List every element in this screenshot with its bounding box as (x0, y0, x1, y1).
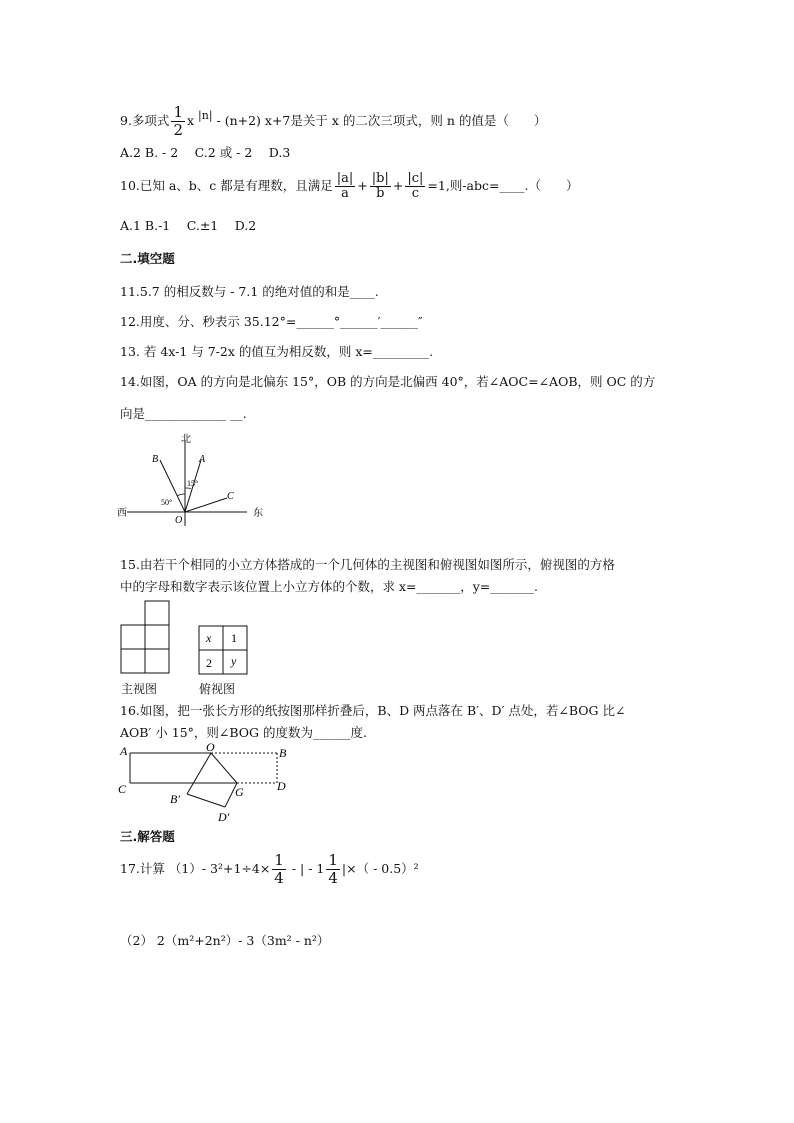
q15-front-cube (145, 625, 169, 649)
q14-angle-50: 50° (161, 498, 173, 507)
q14-angle-15: 15° (187, 479, 199, 488)
q16-label-bprime: B′ (170, 792, 180, 806)
q10-text-pre: 10.已知 a、b、c 都是有理数，且满足 (120, 178, 333, 193)
q17-frac-2-den: 4 (328, 869, 338, 887)
q10-frac-b (370, 172, 391, 201)
question-14-line1: 14.如图，OA 的方向是北偏东 15°，OB 的方向是北偏西 40°，若∠AOC=∠AOB，则 OC 的方 (120, 374, 656, 389)
q10-plus-2: + (392, 178, 404, 193)
q10-frac-c-num: |c| (407, 171, 424, 186)
q16-label-g: G (235, 785, 244, 799)
q14-label-o: O (175, 515, 183, 526)
q17-frac-1-den: 4 (274, 869, 284, 887)
q15-front-cube (145, 649, 169, 673)
q15-front-cube (121, 625, 145, 649)
q16-label-c: C (118, 782, 127, 796)
q10-frac-c (405, 172, 425, 201)
q15-top-view (197, 624, 249, 676)
question-15-line2: 中的字母和数字表示该位置上小立方体的个数，求 x=_______，y=_______. (120, 579, 539, 594)
q17-frac-2 (326, 852, 340, 887)
q14-arc-50 (177, 494, 185, 496)
q16-fold-figure (115, 738, 295, 828)
section-2-heading: 二.填空题 (120, 251, 175, 266)
question-15-line1: 15.由若干个相同的小立方体搭成的一个几何体的主视图和俯视图如图所示，俯视图的方格 (120, 557, 615, 572)
q15-cell-1: 1 (231, 631, 237, 645)
q14-label-c: C (227, 491, 234, 502)
question-16-line1: 16.如图，把一张长方形的纸按图那样折叠后，B、D 两点落在 B′、D′ 点处，若∠BOG 比∠ (120, 703, 626, 718)
section-3-heading: 三.解答题 (120, 829, 175, 844)
q17-frac-1 (272, 852, 286, 887)
q14-east-label: 东 (253, 508, 263, 519)
q16-line-bpdp (187, 794, 225, 807)
q14-label-b: B (152, 454, 159, 465)
q16-label-dprime: D′ (218, 810, 230, 824)
question-12: 12.用度、分、秒表示 35.12°=______°______′______″ (120, 314, 423, 329)
q14-direction-figure (115, 430, 275, 530)
question-11: 11.5.7 的相反数与 - 7.1 的绝对值的和是____. (120, 284, 379, 299)
q10-frac-a-den: a (341, 186, 349, 201)
q10-text-post: =1,则-abc=____.（ ） (427, 178, 579, 193)
q16-label-o: O (206, 740, 215, 754)
q9-frac-num: 1 (173, 103, 183, 121)
question-9 (120, 104, 546, 139)
q9-frac-den: 2 (173, 121, 183, 139)
q14-arc-15 (185, 488, 191, 489)
q10-frac-b-num: |b| (371, 171, 389, 186)
q9-text-pre: 9.多项式 (120, 113, 170, 128)
q16-label-b: B (279, 746, 287, 760)
question-13: 13. 若 4x-1 与 7-2x 的值互为相反数，则 x=_________. (120, 344, 434, 359)
q14-west-label: 西 (117, 508, 127, 519)
q17-frac-2-num: 1 (328, 851, 338, 869)
q17-text-mid: - | - 1 (287, 861, 325, 876)
q15-front-view (119, 600, 171, 676)
q15-front-cube (121, 649, 145, 673)
q15-front-cube-top (145, 601, 169, 625)
q10-frac-c-den: c (411, 186, 420, 201)
q16-line-obp (187, 753, 211, 794)
q15-top-label: 俯视图 (199, 682, 236, 696)
q14-label-a: A (199, 454, 206, 465)
q14-north-label: 北 (181, 434, 191, 445)
q9-abs-n: |n| (198, 109, 213, 122)
question-10 (120, 172, 578, 201)
q10-plus-1: + (357, 178, 368, 193)
q14-ray-oc (185, 498, 227, 512)
q15-cell-y: y (231, 654, 237, 668)
question-17-part1 (120, 852, 419, 887)
q17-frac-1-num: 1 (274, 851, 284, 869)
q9-text-post: - (n+2) x+7是关于 x 的二次三项式，则 n 的值是（ ） (212, 113, 547, 128)
q10-frac-a (335, 172, 356, 201)
q15-front-label: 主视图 (121, 682, 158, 696)
question-16-line2: AOB′ 小 15°，则∠BOG 的度数为______度. (120, 725, 367, 740)
q15-cell-2: 2 (206, 656, 212, 670)
q15-cell-x: x (206, 631, 212, 645)
q10-frac-b-den: b (376, 186, 385, 201)
question-17-part2: （2） 2（m²+2n²）- 3（3m² - n²） (120, 933, 330, 948)
q16-line-og (211, 753, 237, 783)
q9-fraction (171, 104, 185, 139)
q9-text-x: x (186, 113, 195, 128)
q17-text-post: |×（ - 0.5）² (341, 861, 419, 876)
q16-label-d: D (277, 779, 286, 793)
q17-text-pre: 17.计算 （1）- 3²+1÷4× (120, 861, 271, 876)
question-14-line2: 向是_____________ __. (120, 406, 247, 421)
q16-label-a: A (120, 744, 128, 758)
q10-options: A.1 B.-1 C.±1 D.2 (120, 218, 257, 233)
q10-frac-a-num: |a| (336, 171, 354, 186)
q9-options: A.2 B. - 2 C.2 或 - 2 D.3 (120, 145, 291, 160)
